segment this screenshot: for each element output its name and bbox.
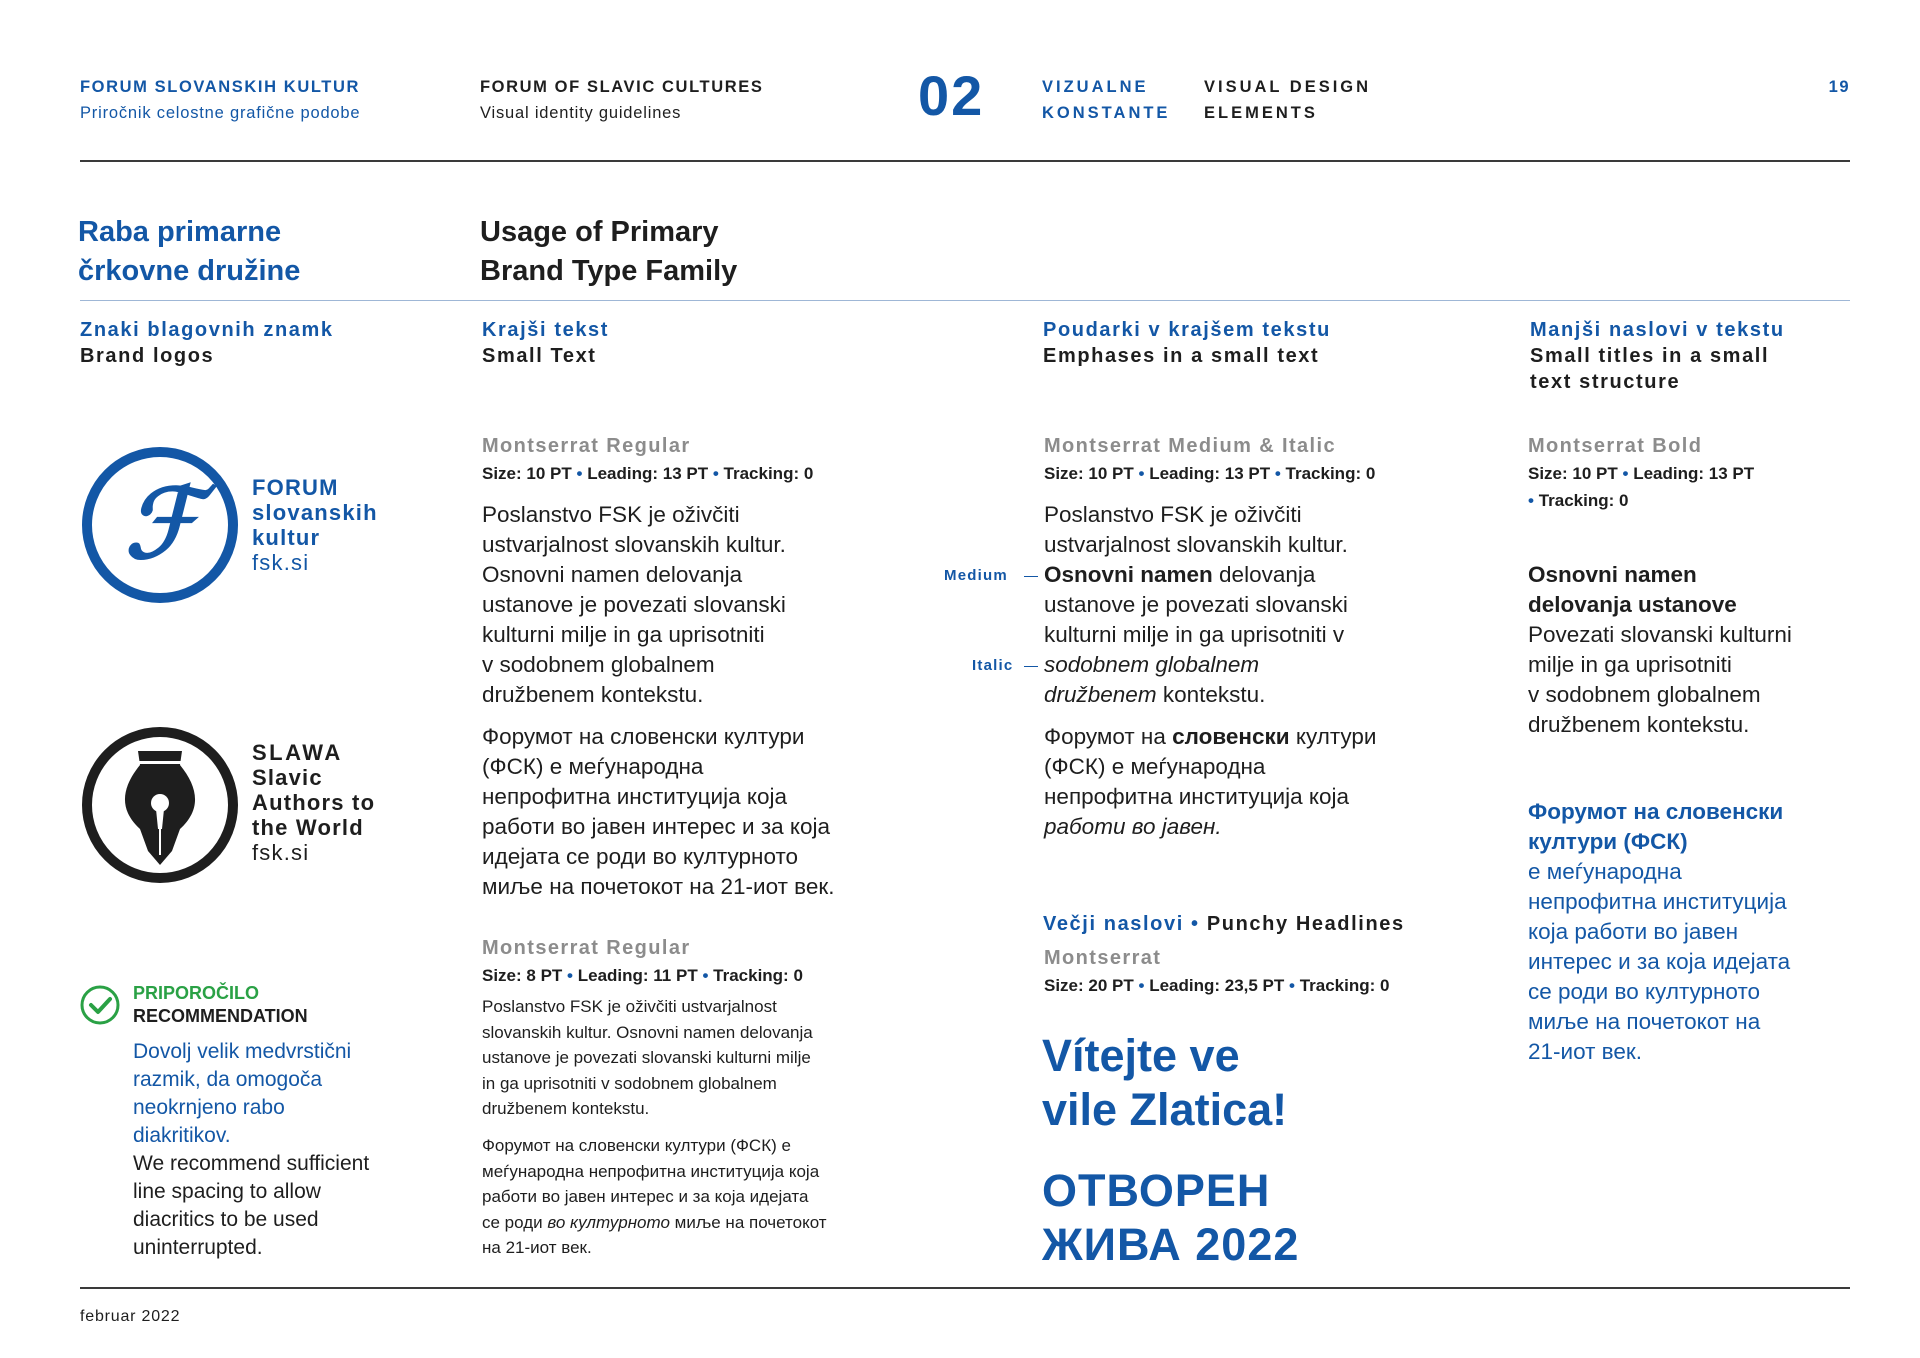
chapter-en-line1: VISUAL DESIGN [1204,78,1372,96]
col4-spec1-line1 [1528,460,1754,487]
text-run: kontekstu. [1156,682,1266,707]
forum-logo-mark [80,445,240,605]
section-title-si [78,213,300,291]
headline-line: ЖИВА 2022 [1042,1219,1300,1270]
text-line: Poslanstvo FSK je oživčiti ustvarjalnost [482,997,777,1016]
col2-small2 [482,1133,827,1261]
col3-headline-label [1043,909,1405,939]
col2-head-si: Krajši tekst [482,319,610,341]
text-line: миље на почетокот на 21-иот век. [482,874,835,899]
text-line: ustvarjalnost slovanskih kultur. [1044,532,1348,557]
rec-en-line: diacritics to be used [133,1208,319,1231]
text-line: ustanove je povezati slovanski [482,592,786,617]
text-line: интерес и за која идејата [1528,949,1791,974]
spec-separator: • [1138,976,1145,995]
text-line: Poslanstvo FSK je oživčiti [1044,502,1302,527]
spec-size: Size: 10 PT [1044,464,1134,483]
section-title-en [480,213,737,291]
spec-separator: • [567,966,573,985]
page-number: 19 [1828,78,1850,96]
forum-logo-text [252,475,378,575]
col4-title1 [1528,560,1737,620]
text-line: непрофитна институција која [1044,784,1349,809]
slawa-logo-url: fsk.si [252,840,310,865]
label-italic-leader [1024,666,1038,667]
text-line [1044,680,1348,710]
headline-sample-cyrillic [1042,1164,1299,1272]
headline-label-separator: • [1191,913,1200,935]
forum-logo-line2: slovanskih [252,500,378,525]
rec-en-line: uninterrupted. [133,1236,263,1259]
medium-run: Osnovni namen [1044,562,1213,587]
chapter-number: 02 [918,64,985,127]
text-line: непрофитна институција која [482,784,787,809]
text-line: на 21-иот век. [482,1238,592,1257]
spec-tracking: Tracking: 0 [1299,976,1390,995]
text-line: ustanove je povezati slovanski kulturni milje [482,1048,811,1067]
col3-spec1 [1044,460,1375,487]
spec-leading: Leading: 13 PT [587,464,709,483]
text-line [1044,722,1377,752]
header-org-en: FORUM OF SLAVIC CULTURES [480,78,764,96]
rec-en-line: line spacing to allow [133,1180,321,1203]
col4-title2 [1528,797,1783,857]
text-line: (ФСК) е меѓународна [1044,754,1266,779]
col3-para1 [1044,500,1348,710]
text-line: Povezati slovanski kulturni [1528,622,1792,647]
italic-line: sodobnem globalnem [1044,652,1260,677]
slawa-logo-line2: Slavic [252,765,323,790]
italic-line: работи во јавен. [1044,814,1222,839]
spec-separator: • [1289,976,1295,995]
col2-para1 [482,500,786,710]
text-line: Форумот на словенски култури (ФСК) е [482,1136,791,1155]
section-title-si-line2: črkovne družine [78,255,301,287]
text-line [482,1210,827,1236]
spec-leading: Leading: 13 PT [1633,464,1755,483]
slawa-logo-line3: Authors to [252,790,376,815]
text-line: работи во јавен интерес и за која идејата [482,1187,809,1206]
header-guide-si: Priročnik celostne grafične podobe [80,104,361,122]
text-run: delovanja [1212,562,1316,587]
spec-tracking: Tracking: 0 [1538,491,1629,510]
spec-tracking: Tracking: 0 [713,966,803,985]
spec-leading: Leading: 13 PT [1149,464,1271,483]
headline-label-si: Večji naslovi [1043,913,1184,935]
small-title-line: Osnovni namen [1528,562,1697,587]
slawa-logo-line1: SLAWA [252,740,343,765]
rec-si-line: diakritikov. [133,1124,231,1147]
col1-head-si: Znaki blagovnih znamk [80,319,334,341]
col2-spec2 [482,962,803,989]
label-medium-leader [1024,576,1038,577]
rec-si-line: Dovolj velik medvrstični [133,1040,352,1063]
col4-spec1-family: Montserrat Bold [1528,435,1703,457]
spec-separator: • [702,966,709,985]
text-line: е меѓународна [1528,859,1682,884]
spec-tracking: Tracking: 0 [723,464,814,483]
text-line: Poslanstvo FSK je oživčiti [482,502,740,527]
rec-en-line: We recommend sufficient [133,1152,370,1175]
spec-separator: • [1138,464,1145,483]
spec-leading: Leading: 23,5 PT [1149,976,1285,995]
header-guide-en: Visual identity guidelines [480,104,682,122]
section-title-si-line1: Raba primarne [78,216,282,248]
chapter-si-line2: KONSTANTE [1042,104,1171,122]
text-run: се роди [482,1212,548,1232]
col3-spec2 [1044,972,1389,999]
spec-separator: • [576,464,583,483]
col4-text1 [1528,620,1792,740]
spec-size: Size: 20 PT [1044,976,1134,995]
col2-spec1-family: Montserrat Regular [482,435,691,457]
text-line: družbenem kontekstu. [482,682,704,707]
headline-label-en: Punchy Headlines [1206,913,1405,935]
col4-head-si: Manjši naslovi v tekstu [1530,319,1785,341]
text-line: milje in ga uprisotniti [1528,652,1732,677]
medium-run: словенски [1172,724,1290,749]
headline-line: vile Zlatica! [1042,1084,1288,1135]
pen-nib-icon [80,725,240,885]
col2-para2 [482,722,834,902]
spec-separator: • [712,464,719,483]
col4-spec1-line2 [1528,487,1628,514]
fsk-emblem-icon [80,445,240,605]
text-run: миље на почетокот [669,1212,827,1232]
svg-text:ℱ: ℱ [124,467,200,580]
text-line: која работи во јавен [1528,919,1739,944]
text-line: družbenem kontekstu. [482,1099,650,1118]
rec-en-label: RECOMMENDATION [133,1006,308,1026]
rec-en-text [133,1150,369,1262]
text-line: идејата се роди во културното [482,844,799,869]
italic-run: во културното [547,1212,670,1232]
col4-head-en-line2: text structure [1530,371,1681,393]
slawa-logo-text [252,740,375,865]
text-line: се роди во културното [1528,979,1761,1004]
text-line: v sodobnem globalnem [482,652,715,677]
spec-tracking: Tracking: 0 [1285,464,1376,483]
text-line: družbenem kontekstu. [1528,712,1750,737]
spec-size: Size: 10 PT [1528,464,1618,483]
check-icon [80,985,120,1025]
text-line: v sodobnem globalnem [1528,682,1761,707]
forum-logo-line3: kultur [252,525,321,550]
text-line: slovanskih kultur. Osnovni namen delovanja [482,1022,813,1042]
text-line: Форумот на словенски култури [482,724,805,749]
col3-spec1-family: Montserrat Medium & Italic [1044,435,1336,457]
headline-line: Vítejte ve [1042,1030,1240,1081]
rec-si-line: razmik, da omogoča [133,1068,323,1091]
text-line: меѓународна непрофитна институција која [482,1161,820,1181]
text-line: (ФСК) е меѓународна [482,754,704,779]
text-line: in ga uprisotniti v sodobnem globalnem [482,1073,777,1093]
col2-spec2-family: Montserrat Regular [482,937,691,959]
section-title-en-line2: Brand Type Family [480,255,738,287]
rec-si-label: PRIPOROČILO [133,983,260,1003]
col2-spec1 [482,460,813,487]
headline-sample-latin [1042,1029,1287,1137]
col4-head-en-line1: Small titles in a small [1530,345,1770,367]
col4-text2 [1528,857,1790,1067]
rec-si-text [133,1038,351,1150]
section-title-en-line1: Usage of Primary [480,216,719,248]
col1-head-en: Brand logos [80,345,215,367]
forum-logo-line1: FORUM [252,475,339,500]
text-run: Форумот на [1044,724,1173,749]
text-line: работи во јавен интерес и за која [482,814,831,839]
section-rule [80,300,1850,301]
text-line: непрофитна институција [1528,889,1787,914]
headline-line: ОТВОРЕН [1042,1165,1271,1216]
text-run: култури [1289,724,1377,749]
forum-logo-url: fsk.si [252,550,310,575]
text-line: Osnovni namen delovanja [482,562,743,587]
text-line [1044,560,1348,590]
slawa-logo-line4: the World [252,815,364,840]
label-italic: Italic [972,657,1014,674]
label-medium: Medium [944,567,1008,584]
small-title-line: култури (ФСК) [1528,829,1688,854]
text-line: kulturni milje in ga uprisotniti v [1044,622,1345,647]
col3-spec2-family: Montserrat [1044,947,1162,969]
footer-date: februar 2022 [80,1308,181,1325]
spec-separator: • [1528,491,1534,510]
text-line: ustanove je povezati slovanski [1044,592,1348,617]
chapter-en-line2: ELEMENTS [1204,104,1318,122]
col2-small1 [482,994,813,1122]
header-rule [80,160,1850,162]
italic-run: družbenem [1044,682,1157,707]
rec-si-line: neokrnjeno rabo [133,1096,285,1119]
spec-leading: Leading: 11 PT [577,966,698,985]
footer-rule [80,1287,1850,1289]
spec-size: Size: 8 PT [482,966,563,985]
text-line: ustvarjalnost slovanskih kultur. [482,532,786,557]
header-org-si: FORUM SLOVANSKIH KULTUR [80,78,361,96]
text-line: kulturni milje in ga uprisotniti [482,622,765,647]
small-title-line: delovanja ustanove [1528,592,1737,617]
slawa-logo-mark [80,725,240,885]
spec-size: Size: 10 PT [482,464,572,483]
col3-head-en: Emphases in a small text [1043,345,1320,367]
text-line: 21-иот век. [1528,1039,1642,1064]
col3-head-si: Poudarki v krajšem tekstu [1043,319,1331,341]
chapter-si-line1: VIZUALNE [1042,78,1149,96]
text-line: миље на почетокот на [1528,1009,1761,1034]
spec-separator: • [1622,464,1629,483]
col3-para2 [1044,722,1377,842]
col2-head-en: Small Text [482,345,597,367]
spec-separator: • [1274,464,1281,483]
small-title-line: Форумот на словенски [1528,799,1784,824]
